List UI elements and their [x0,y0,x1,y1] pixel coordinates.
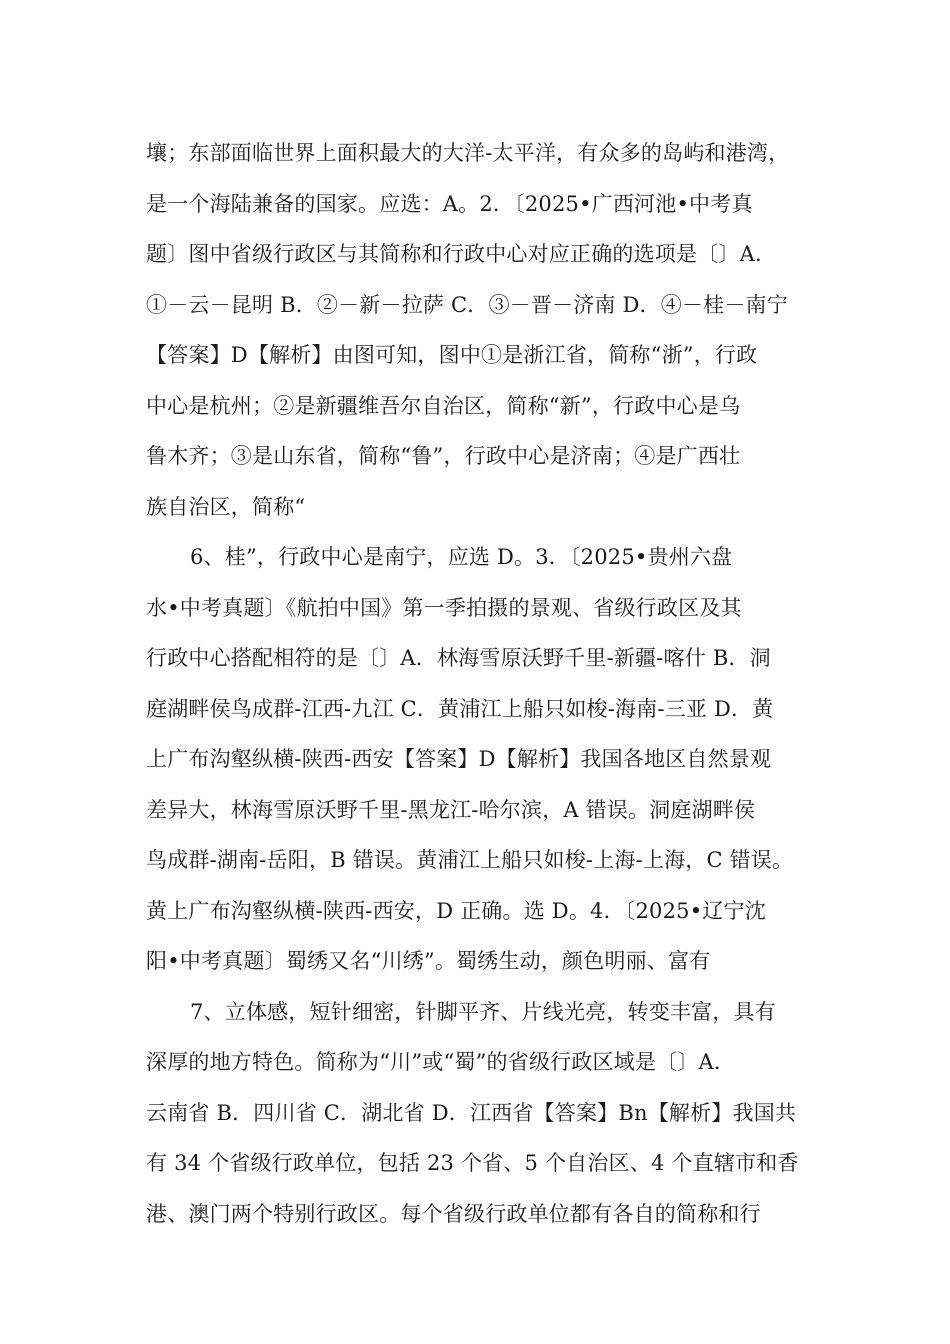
text-line: 鲁木齐；③是山东省，简称“鲁”，行政中心是济南；④是广西壮 [146,444,741,468]
text-line: 黄上广布沟壑纵横-陕西-西安，D 正确。选 D。4．〔2025•辽宁沈 [146,898,766,923]
text-line: 水•中考真题〕《航拍中国》第一季拍摄的景观、省级行政区及其 [146,595,742,620]
text-line: 阳•中考真题〕蜀绣又名“川绣”。蜀绣生动，颜色明丽、富有 [146,949,711,973]
text-line: 族自治区，简称“ [146,494,306,519]
paragraph-start-line: 6、桂”，行政中心是南宁，应选 D。3．〔2025•贵州六盘 [190,545,733,569]
text-line: 壤；东部面临世界上面积最大的大洋-太平洋，有众多的岛屿和港湾， [146,141,790,165]
text-line: 行政中心搭配相符的是〔〕A．林海雪原沃野千里-新疆-喀什 B．洞 [146,646,771,670]
text-line: 深厚的地方特色。简称为“川”或“蜀”的省级行政区域是〔〕A． [146,1050,736,1074]
text-line: 题〕图中省级行政区与其简称和行政中心对应正确的选项是〔〕A． [146,242,777,266]
text-line: 上广布沟壑纵横-陕西-西安【答案】D【解析】我国各地区自然景观 [146,747,772,771]
text-line: 鸟成群-湖南-岳阳，B 错误。黄浦江上船只如梭-上海-上海，C 错误。 [146,848,794,872]
text-line: ①－云－昆明 B．②－新－拉萨 C．③－晋－济南 D．④－桂－南宁 [146,292,788,317]
text-line: 有 34 个省级行政单位，包括 23 个省、5 个自治区、4 个直辖市和香 [146,1151,799,1175]
paragraph-start-line: 7、立体感，短针细密，针脚平齐、片线光亮，转变丰富，具有 [190,999,776,1024]
text-line: 庭湖畔侯鸟成群-江西-九江 C．黄浦江上船只如梭-海南-三亚 D．黄 [146,696,774,721]
document-body [146,128,826,1239]
text-line: 差异大，林海雪原沃野千里-黑龙江-哈尔滨，A 错误。洞庭湖畔侯 [146,797,756,822]
text-line: 中心是杭州；②是新疆维吾尔自治区，简称“新”，行政中心是乌 [146,393,741,418]
text-line: 港、澳门两个特别行政区。每个省级行政单位都有各自的简称和行 [146,1201,761,1226]
text-line: 是一个海陆兼备的国家。应选：A。2．〔2025•广西河池•中考真 [146,191,753,216]
text-line: 云南省 B．四川省 C．湖北省 D．江西省【答案】Bn【解析】我国共 [146,1100,797,1125]
text-line: 【答案】D【解析】由图可知，图中①是浙江省，简称“浙”，行政 [146,343,758,367]
